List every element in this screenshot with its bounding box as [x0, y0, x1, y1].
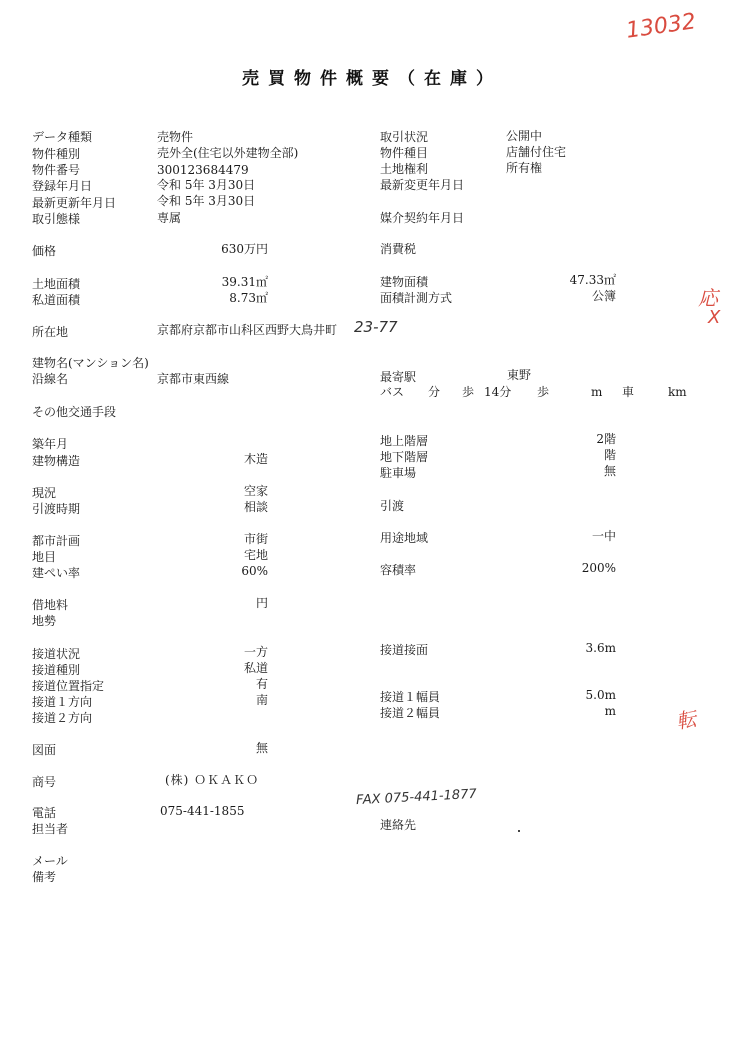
- label-road-designation: 接道位置指定: [32, 679, 105, 693]
- label-road-type: 接道種別: [32, 663, 81, 677]
- bus-walk-min: 14分: [484, 385, 512, 399]
- label-last-change: 最新変更年月日: [380, 178, 465, 192]
- label-registered: 登録年月日: [32, 179, 93, 193]
- label-bus: バス: [380, 385, 405, 399]
- value-floor-ratio: 200%: [581, 561, 616, 575]
- value-property-type: 店舗付住宅: [506, 145, 567, 159]
- label-contact: 連絡先: [380, 818, 417, 832]
- page-title: 売買物件概要（在庫）: [242, 69, 502, 89]
- label-location: 所在地: [32, 325, 69, 339]
- bus-km: km: [668, 385, 687, 399]
- label-area-method: 面積計測方式: [380, 291, 453, 305]
- label-other-transport: その他交通手段: [32, 405, 117, 419]
- label-handover-time: 引渡時期: [32, 502, 81, 516]
- label-staff: 担当者: [32, 822, 69, 836]
- label-private-road-area: 私道面積: [32, 293, 81, 307]
- value-transaction-status: 公開中: [506, 129, 543, 143]
- label-zoning: 用途地域: [380, 531, 429, 545]
- label-building-area: 建物面積: [380, 275, 429, 289]
- value-road1-width: 5.0m: [585, 688, 616, 702]
- label-land-category: 地目: [32, 550, 57, 564]
- label-terrain: 地勢: [32, 614, 57, 628]
- value-price: 630万円: [221, 242, 268, 256]
- value-land-area: 39.31㎡: [221, 275, 268, 289]
- bus-car: 車: [622, 385, 635, 399]
- label-floor-ratio: 容積率: [380, 563, 417, 577]
- label-road-access: 接道状況: [32, 647, 81, 661]
- label-land-area: 土地面積: [32, 277, 81, 291]
- bus-m: m: [591, 385, 603, 399]
- label-road1-width: 接道１幅員: [380, 690, 441, 704]
- value-registered: 令和 5年 3月30日: [157, 178, 256, 192]
- label-data-type: データ種類: [32, 130, 93, 144]
- bus-min: 分: [428, 385, 441, 399]
- value-road-access: 一方: [243, 645, 268, 659]
- value-floors-above: 2階: [596, 432, 616, 446]
- label-price: 価格: [32, 244, 57, 258]
- value-station: 東野: [507, 368, 532, 382]
- label-handover: 引渡: [380, 499, 405, 513]
- value-coverage: 60%: [241, 564, 268, 578]
- label-status: 現況: [32, 486, 57, 500]
- label-drawing: 図面: [32, 743, 57, 757]
- value-transaction-type: 専属: [157, 211, 182, 225]
- value-drawing: 無: [255, 741, 268, 755]
- label-road1-dir: 接道１方向: [32, 695, 93, 709]
- label-road2-dir: 接道２方向: [32, 711, 93, 725]
- label-phone: 電話: [32, 806, 57, 820]
- value-road-type: 私道: [243, 661, 268, 675]
- label-transaction-status: 取引状況: [380, 130, 429, 144]
- label-parking: 駐車場: [380, 466, 417, 480]
- bus-walk2: 歩: [537, 385, 550, 399]
- label-tax: 消費税: [380, 242, 417, 256]
- value-data-type: 売物件: [157, 130, 194, 144]
- label-station: 最寄駅: [380, 370, 417, 384]
- label-property-category: 物件種別: [32, 147, 81, 161]
- label-last-updated: 最新更新年月日: [32, 196, 117, 210]
- value-structure: 木造: [243, 452, 268, 466]
- value-parking: 無: [603, 464, 616, 478]
- value-building-area: 47.33㎡: [569, 273, 616, 287]
- label-property-no: 物件番号: [32, 163, 81, 177]
- value-company: (株) ＯＫＡＫＯ: [165, 773, 260, 787]
- value-road2-width: m: [604, 704, 616, 718]
- label-road-frontage: 接道接面: [380, 643, 429, 657]
- label-building-name: 建物名(マンション名): [32, 356, 149, 370]
- label-lease-fee: 借地料: [32, 598, 69, 612]
- handwritten-note-3: 転: [674, 706, 699, 734]
- value-floors-below: 階: [603, 448, 616, 462]
- value-lease-fee: 円: [255, 596, 268, 610]
- handwritten-doc-number: 13032: [624, 9, 698, 44]
- value-property-category: 売外全(住宅以外建物全部): [157, 146, 299, 160]
- label-company: 商号: [32, 775, 57, 789]
- scan-speck: [518, 830, 520, 832]
- label-floors-below: 地下階層: [380, 450, 429, 464]
- label-city-planning: 都市計画: [32, 534, 81, 548]
- label-floors-above: 地上階層: [380, 434, 429, 448]
- label-structure: 建物構造: [32, 454, 81, 468]
- label-road2-width: 接道２幅員: [380, 706, 441, 720]
- value-road-designation: 有: [255, 677, 268, 691]
- label-built: 築年月: [32, 437, 69, 451]
- label-property-type: 物件種目: [380, 146, 429, 160]
- handwritten-note-2: X: [708, 307, 721, 328]
- label-land-right: 土地権利: [380, 162, 429, 176]
- label-coverage: 建ぺい率: [32, 566, 81, 580]
- value-phone: 075-441-1855: [160, 804, 245, 818]
- handwritten-address-number: 23-77: [354, 318, 398, 336]
- value-handover-time: 相談: [243, 500, 268, 514]
- value-area-method: 公簿: [591, 289, 616, 303]
- label-broker-contract: 媒介契約年月日: [380, 211, 465, 225]
- label-transaction-type: 取引態様: [32, 212, 81, 226]
- handwritten-note-1: 応: [698, 286, 718, 310]
- value-land-right: 所有権: [506, 161, 543, 175]
- label-mail: メール: [32, 854, 68, 868]
- bus-walk: 歩: [462, 385, 475, 399]
- value-road-frontage: 3.6m: [585, 641, 616, 655]
- label-line: 沿線名: [32, 372, 69, 386]
- value-zoning: 一中: [591, 529, 616, 543]
- value-status: 空家: [243, 484, 268, 498]
- value-line: 京都市東西線: [157, 372, 230, 386]
- handwritten-fax: FAX 075-441-1877: [355, 786, 478, 809]
- value-property-no: 300123684479: [157, 163, 249, 177]
- value-road1-dir: 南: [255, 693, 268, 707]
- value-location: 京都府京都市山科区西野大鳥井町: [157, 323, 338, 337]
- value-land-category: 宅地: [243, 548, 268, 562]
- value-last-updated: 令和 5年 3月30日: [157, 194, 256, 208]
- label-remarks: 備考: [32, 870, 57, 884]
- value-city-planning: 市街: [243, 532, 268, 546]
- value-private-road-area: 8.73㎡: [229, 291, 268, 305]
